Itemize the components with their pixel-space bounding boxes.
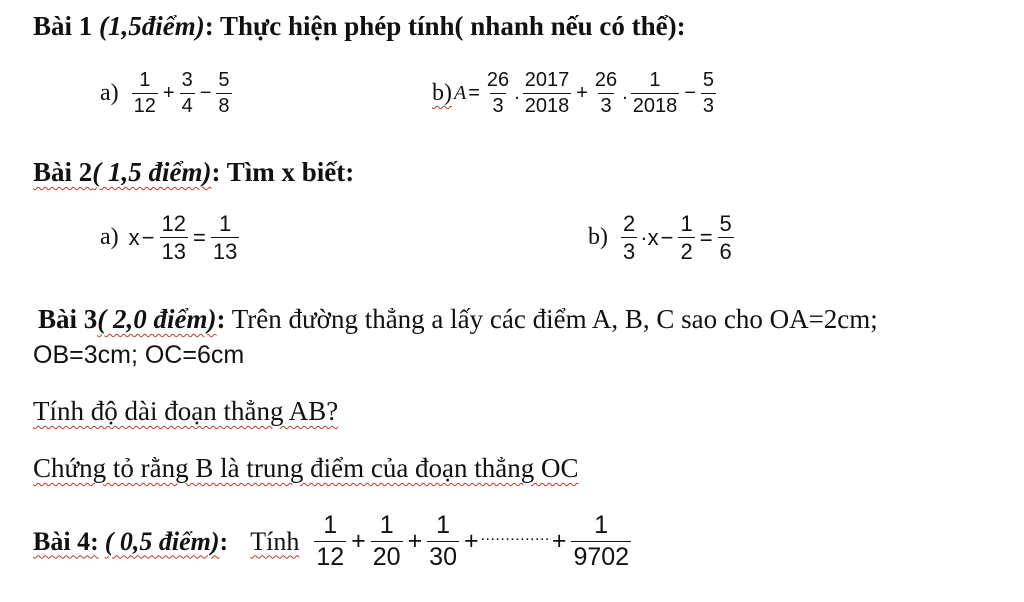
bai1-title: Bài 1 [33,11,93,41]
bai3-points: ( 2,0 điểm) [97,304,217,334]
operator: . [622,82,628,104]
part-label: b) [432,80,452,106]
operator: − [199,82,212,104]
fraction: $\frac{1}{9702}$ [573,511,630,571]
operator: + [162,82,175,104]
bai3-heading: Bài 3( 2,0 điểm): Trên đường thẳng a lấy các điểm A, B, C sao cho OA=2cm; [38,304,878,334]
operator: + [407,527,423,555]
bai2-part-b [588,210,737,265]
bai3-text-visible: Trên đường thẳng a lấy các điểm A, B, C sao cho OA=2cm; [225,304,878,334]
bai4-line [33,510,634,573]
bai2-heading [33,156,354,188]
bai3-title: Bài 3 [38,304,98,334]
operator: − [684,82,696,104]
fraction: $\frac{2017}{2018}$ [524,69,570,117]
fraction: $\frac{1}{30}$ [429,511,457,571]
bai1-text: : Thực hiện phép tính( nhanh nếu có thể): [204,11,686,41]
fraction: $\frac{1}{20}$ [372,511,401,571]
fraction: $\frac{5}{8}$ [218,69,230,117]
operator: − [660,225,674,250]
part-label: b) [588,224,608,250]
operator: = [468,82,480,104]
operator: + [351,527,366,555]
fraction: $\frac{1}{12}$ [133,69,156,117]
bai2-text: : Tìm x biết: [211,157,355,187]
bai2-points: ( 1,5 điểm) [92,157,212,187]
operator: + [551,527,567,555]
variable-x: x [128,225,140,250]
fraction: $\frac{1}{12}$ [316,511,345,571]
operator: = [699,225,713,250]
fraction: $\frac{26}{3}$ [594,69,618,117]
variable-a: A [454,82,467,104]
operator: + [463,527,479,555]
bai3-question-2: Chứng tỏ rằng B là trung điểm của đoạn thẳng OC [33,453,579,483]
fraction: $\frac{5}{6}$ [719,211,732,264]
fraction: $\frac{12}{13}$ [161,211,186,264]
bai2-title: Bài 2 [33,157,93,187]
fraction: $\frac{1}{2018}$ [632,69,678,117]
operator: = [193,225,206,250]
operator: · [640,225,648,250]
operator: + [576,82,588,104]
fraction: $\frac{2}{3}$ [623,211,636,264]
bai1-heading [33,10,686,42]
bai3-line2: OB=3cm; OC=6cm [33,341,245,369]
bai4-tinh: Tính [250,526,300,556]
fraction: $\frac{26}{3}$ [486,69,510,117]
bai1-part-a [100,68,235,119]
bai1-part-b [432,68,719,119]
fraction: $\frac{3}{4}$ [181,69,193,117]
bai1-points: (1,5điểm) [99,11,205,41]
fraction: $\frac{5}{3}$ [702,69,715,117]
ellipsis-dots: .............. [480,527,550,544]
fraction: $\frac{1}{2}$ [680,211,693,264]
operator: − [141,225,155,250]
operator: . [514,82,520,104]
bai4-title: Bài 4: [33,526,99,556]
fraction: $\frac{1}{13}$ [212,211,238,264]
part-label: a) [100,224,119,250]
bai2-part-a [100,210,242,265]
bai4-colon: : [219,526,229,556]
bai4-points: ( 0,5 điểm) [104,526,220,556]
variable-x: x [647,225,659,250]
part-label: a) [100,80,119,106]
bai3-question-1: Tính độ dài đoạn thẳng AB? [33,396,339,426]
